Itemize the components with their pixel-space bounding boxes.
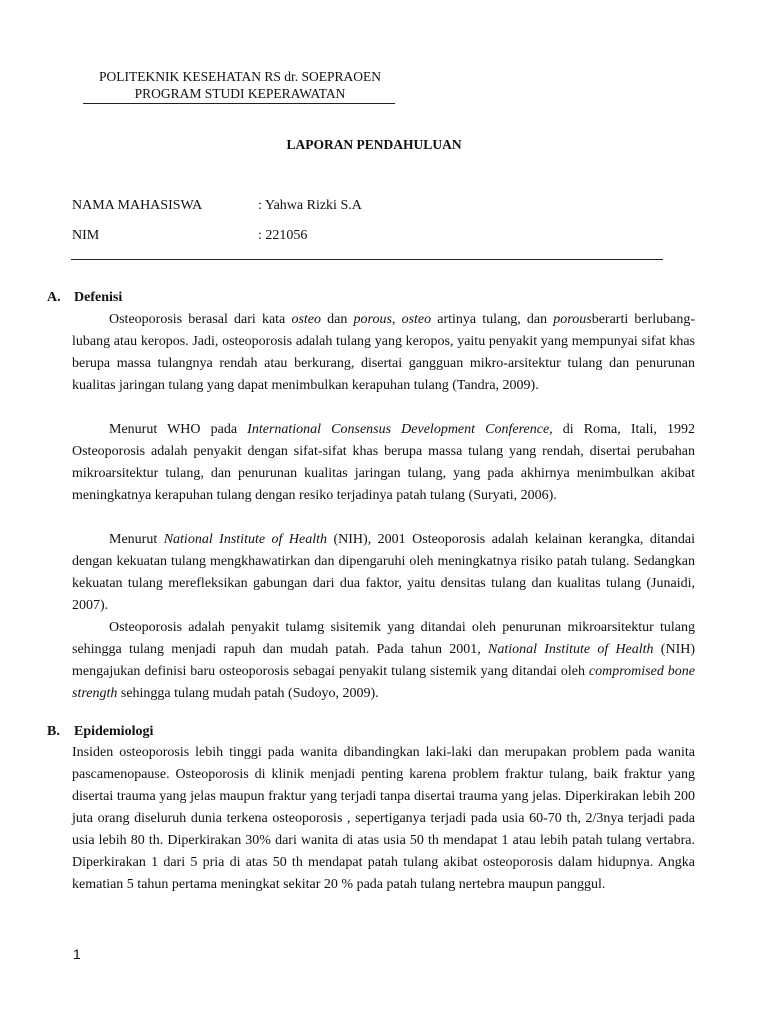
section-b-heading xyxy=(47,724,153,740)
institution-header xyxy=(82,68,398,102)
italic-term: International Consensus Development Conference, xyxy=(247,422,553,437)
header-underline xyxy=(83,103,395,104)
student-name-label: NAMA MAHASISWA xyxy=(72,198,203,213)
page-number: 1 xyxy=(73,946,81,962)
document-title: LAPORAN PENDAHULUAN xyxy=(286,137,462,152)
student-name-value: : Yahwa Rizki S.A xyxy=(258,198,362,213)
institution-name: POLITEKNIK KESEHATAN RS dr. SOEPRAOEN xyxy=(98,69,382,84)
section-b-title: Epidemiologi xyxy=(74,724,154,739)
italic-term: compromised bone strength xyxy=(72,664,695,701)
student-nim-label: NIM xyxy=(72,228,100,243)
italic-term: National Institute of Health xyxy=(163,532,328,547)
section-a-paragraph-1: Osteoporosis berasal dari kata osteo dan porous, osteo artinya tulang, dan porousberarti berlubang-lubang atau keropos. Jadi, osteoporosis adalah tulang yang keropos, yaitu penyakit yang mempunyai sifat khas berupa massa tulangnya rendah atau berkurang, disertai gangguan mikro-arsitektur tulang dan penurunan kualitas jaringan tulang yang dapat menimbulkan kerapuhan tulang (Tandra, 2009). xyxy=(72,312,696,393)
section-a-title: Defenisi xyxy=(74,290,123,305)
identity-divider xyxy=(71,259,663,260)
italic-term: osteo xyxy=(291,312,321,327)
italic-term: osteo xyxy=(401,312,432,327)
italic-term: porous xyxy=(553,312,592,327)
section-a-paragraph-3: Menurut National Institute of Health (NIH), 2001 Osteoporosis adalah kelainan kerangka, ditandai dengan kekuatan tulang mengkhawatirkan dan dipengaruhi oleh meningkatnya risiko patah tulang. Sedangkan kekuatan tulang merefleksikan gabungan dari dua faktor, yaitu densitas tulang dan kualitas tulang (Junaidi, 2007). xyxy=(72,532,696,613)
section-b-letter: B. xyxy=(47,724,60,739)
program-name: PROGRAM STUDI KEPERAWATAN xyxy=(134,86,346,101)
student-name-row xyxy=(72,198,362,214)
italic-term: porous xyxy=(353,312,392,327)
section-a-letter: A. xyxy=(47,290,61,305)
section-a-paragraph-2: Menurut WHO pada International Consensus Development Conference, di Roma, Itali, 1992 Osteoporosis adalah penyakit dengan sifat-sifat khas berupa massa tulang yang rendah, disertai perubahan mikroarsitektur tulang, dan penurunan kualitas jaringan tulang, yang pada akhirnya menimbulkan akibat meningkatnya kerapuhan tulang dengan resiko terjadinya patah tulang (Suryati, 2006). xyxy=(72,422,695,503)
section-b-paragraph-1: Insiden osteoporosis lebih tinggi pada wanita dibandingkan laki-laki dan merupakan problem pada wanita pascamenopause. Osteoporosis di klinik menjadi penting karena problem fraktur tulang, baik fraktur yang disertai trauma yang jelas maupun fraktur yang terjadi tanpa disertai trauma yang jelas. Diperkirakan lebih 200 juta orang diseluruh dunia terkena osteoporosis , sepertiganya terjadi pada usia 60-70 th, 2/3nya terjadi pada usia lebih 80 th. Diperkirakan 30% dari wanita di atas usia 50 th mendapat 1 atau lebih patah tulang vertabra. Diperkirakan 1 dari 5 pria di atas 50 th mendapat patah tulang akibat osteoporosis dalam hidupnya. Angka kematian 5 tahun pertama meningkat sekitar 20 % pada patah tulang nertebra maupun panggul. xyxy=(72,745,695,892)
italic-term: National Institute of Health xyxy=(487,642,654,657)
student-nim-row xyxy=(72,228,307,244)
section-a-paragraph-4: Osteoporosis adalah penyakit tulamg sisitemik yang ditandai oleh penurunan mikroarsitektur tulang sehingga tulang menjadi rapuh dan mudah patah. Pada tahun 2001, National Institute of Health (NIH) mengajukan definisi baru osteoporosis sebagai penyakit tulang sistemik yang ditandai oleh compromised bone strength sehingga tulang mudah patah (Sudoyo, 2009). xyxy=(72,620,695,701)
student-nim-value: : 221056 xyxy=(258,228,308,243)
section-a-heading xyxy=(47,290,122,306)
